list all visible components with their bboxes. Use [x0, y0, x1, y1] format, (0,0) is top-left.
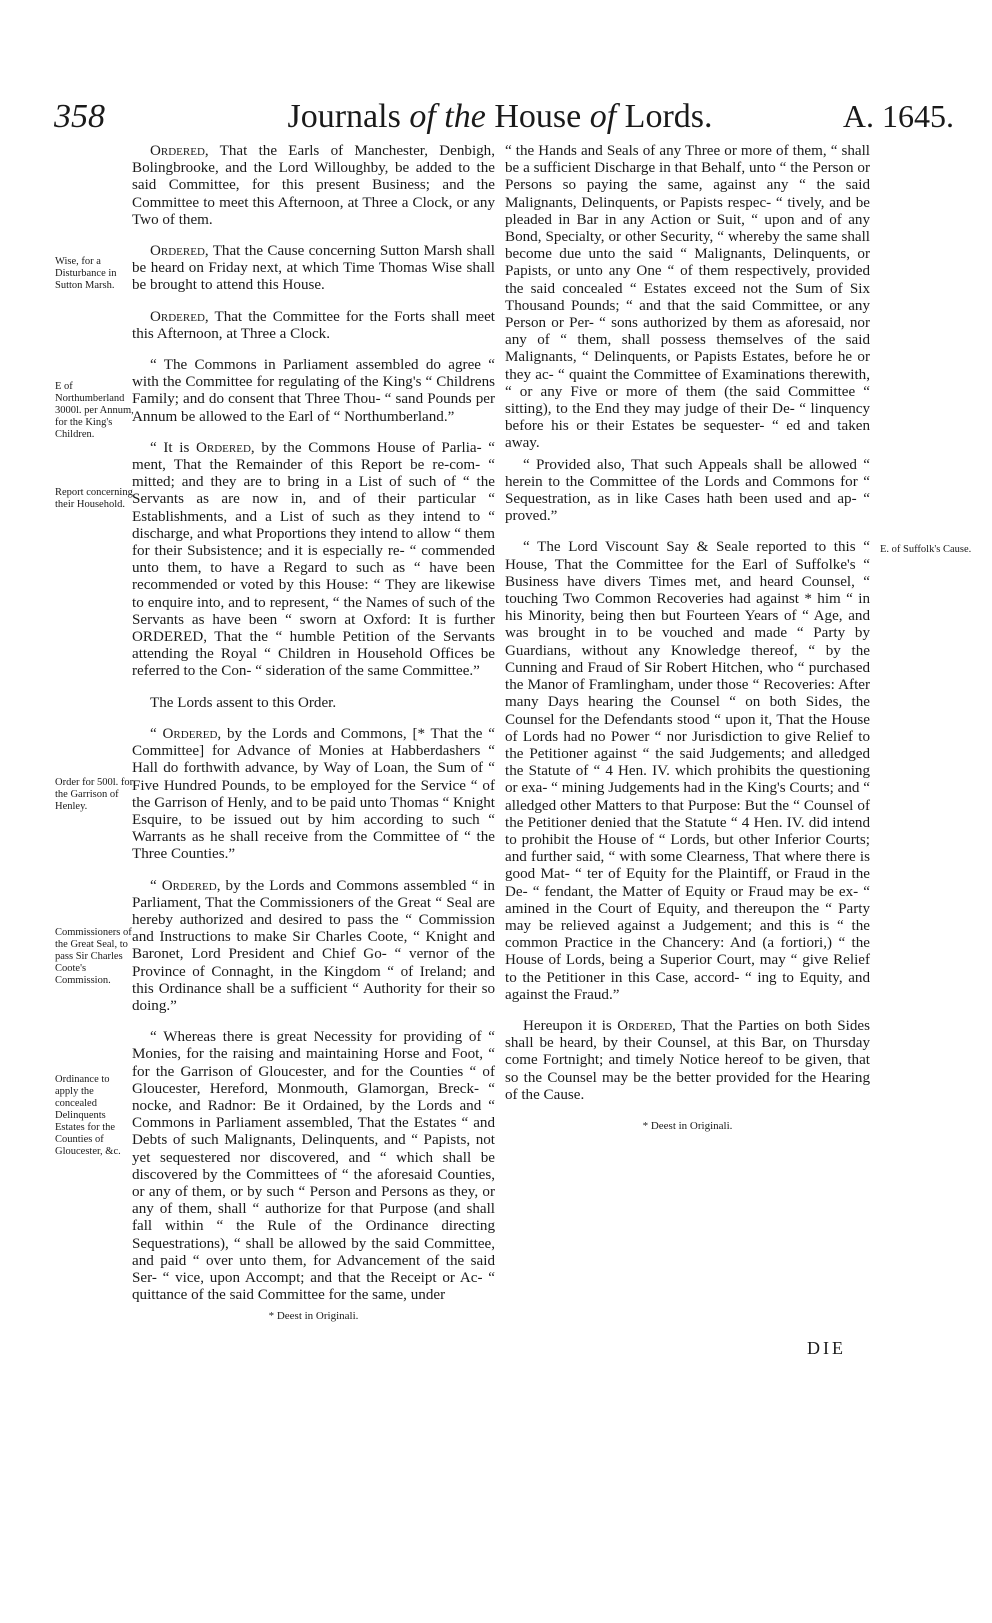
title-journals: Journals	[287, 98, 401, 135]
page-header	[40, 98, 960, 138]
title-of-1: of	[409, 98, 436, 135]
entry-coote-commission: “ Ordered, by the Lords and Commons assembled “ in Parliament, That the Commissioners of the Great “ Seal are hereby authorized and desired to pass the “ Commission and Instructions to make Sir Charles Coote, “ Knight and Baronet, Lord President and Chief Go- “ vernor of the Province of Connaght, in the Kingdom “ of Ireland; and this Ordinance shall be a sufficient “ Authority for their so doing.”	[132, 877, 495, 1014]
entry-ordinance-continued: “ the Hands and Seals of any Three or more of them, “ shall be a sufficient Discharge in that Behalf, unto “ the Person or Persons so paying the same, against any “ the said Malignants, Delinquents, or Papists respec- “ tively, and be pleaded in Bar in any Action or Suit, “ upon and of any Bond, Specialty, or other Security, “ whereby the same shall become due unto the said “ Malignants, Delinquents, or Papists, or unto any One “ of them respectively, provided the said concealed “ Estates exceed not the Sum of Six Thousand Pounds; “ and that the said Committee, or any Person or Per- “ sons authorized by them as aforesaid, nor any of “ them, shall possess themselves of the said Malignants, “ Delinquents, or Papists Estates, before he or they ac- “ quaint the Committee of Examinations therewith, “ or any Five or more of them (the said Committee “ sitting), to the End they may judge of their De- “ linquency before his or their Estates be sequester- “ ed and taken away.	[505, 143, 870, 452]
title-lords: Lords.	[624, 98, 713, 135]
page-number: 358	[54, 98, 105, 135]
margin-note-report: Report concerning their Household.	[55, 487, 133, 510]
page-year: A. 1645.	[842, 98, 954, 134]
entry-earls-committee: Ordered, That the Earls of Manchester, Denbigh, Bolingbrooke, and the Lord Willoughby, be added to the said Committee, for this present Business; and the Committee to meet this Afternoon, at Three a Clock, or any Two of them.	[132, 143, 495, 228]
title-of-2: of	[589, 98, 617, 135]
entry-household-report: “ It is Ordered, by the Commons House of Parlia- “ ment, That the Remainder of this Report be re-com- “ mitted; and they are to bring in a List of such of “ the Servants as are now in, and of their particular “ Establishments, and a List of such as they intend to “ discharge, and what Proportions they intend to allow “ them for their Subsistence; and it is especially re- “ commended unto them, to have a Regard to such as “ have been recommended or voted by this House: “ They are likewise to enquire into, and to represent, “ the Names of such of the Servants as have been “ sworn at Oxford: It is further ORDERED, That the “ humble Petition of the Servants attending the Royal “ Children in Household Offices be referred to the Con- “ sideration of the same Committee.”	[132, 439, 495, 680]
title-house: House	[494, 98, 582, 135]
running-title	[40, 98, 960, 136]
title-the: the	[444, 98, 486, 135]
entry-gloucester-ordinance: “ Whereas there is great Necessity for providing of “ Monies, for the raising and maintaining Horse and Foot, “ for the Garrison of Gloucester, and for the Counties “ of Gloucester, Hereford, Monmouth, Glamorgan, Breck- “ nocke, and Radnor: Be it Ordained, by the Lords and “ Commons in Parliament assembled, That the Estates “ and Debts of such Malignants, Delinquents, and “ Papists, not yet sequestered nor discovered, and “ which shall be discovered by the Committees of “ the aforesaid Counties, or any of them, or by such “ Person and Persons as they, or any of them, shall “ authorize for that Purpose (and shall fall within “ the Rule of the Ordinance directing Sequestrations), “ shall be allowed by the said Committee, and paid “ over unto them, for Advancement of the said Ser- “ vice, upon Accompt; and that the Receipt or Ac- “ quittance of the said Committee for the same, under	[132, 1029, 495, 1304]
entry-suffolk-order: Hereupon it is Ordered, That the Parties on both Sides shall be heard, by their Counsel, at this Bar, on Thursday come Fortnight; and timely Notice hereof to be given, that so the Counsel may be the better provided for the Hearing of the Cause.	[505, 1017, 870, 1103]
margin-note-coote: Commissioners of the Great Seal, to pass Sir Charles Coote's Commission.	[55, 927, 132, 986]
margin-note-suffolk: E. of Suffolk's Cause.	[880, 544, 972, 555]
right-column	[505, 143, 870, 1135]
entry-suffolk-report: “ The Lord Viscount Say & Seale reported to this “ House, That the Committee for the Earl of Suffolke's “ Business have divers Times met, and heard Counsel, “ touching Two Common Recoveries had against * him “ in his Minority, being then but Fourteen Years of “ Age, and was brought in to be vouched and made “ Party by Guardians, without any Knowledge thereof, “ by the Cunning and Fraud of Sir Robert Hitchen, who “ purchased the Manor of Framlingham, under those “ Recoveries: After many Days hearing the Counsel “ on both Sides, the Counsel for the Defendants stood “ upon it, That the House of Lords had no Power “ nor Jurisdiction to give Relief to the Petitioner against “ the said Judgements; and alledged the Statute of “ 4 Hen. IV. which prohibits the questioning or exa- “ mining Judgements had in the King's Courts; and “ alledged other Matters to that Purpose: But the “ Counsel of the Petitioner denied that the Statute “ 4 Hen. IV. did intend to prohibit the House of “ Lords, but other Inferior Courts; and further said, “ with some Clearness, That where there is good Mat- “ ter of Equity for the Plaintiff, or Fraud in the De- “ fendant, the Matter of Equity or Fraud may be ex- “ amined in the Court of Equity, and thereupon the “ Party may be relieved against a Judgement; and this is “ the common Practice in the Chancery: And (a fortiori,) “ the House of Lords, being a Superior Court, may “ give Relief to the Petitioner in this Case, accord- “ ing to Equity, and against the Fraud.”	[505, 539, 870, 1003]
entry-henley-garrison: “ Ordered, by the Lords and Commons, [* That the “ Committee] for Advance of Monies at Habberdashers “ Hall do forthwith advance, by Way of Loan, the Sum of “ Five Hundred Pounds, to be employed for the Service “ of the Garrison of Henly, and to be paid unto Thomas “ Knight Esquire, to be issued out by him according to such “ Warrants as he shall receive from the Committee of “ the Three Counties.”	[132, 725, 495, 863]
footnote-left: * Deest in Originali.	[268, 1310, 359, 1323]
catchword: DIE	[807, 1338, 846, 1358]
entry-northumberland: “ The Commons in Parliament assembled do agree “ with the Committee for regulating of the King's “ Childrens Family; and do consent that Three Thou- “ sand Pounds per Annum be allowed to the Earl of “ Northumberland.”	[132, 357, 495, 425]
margin-note-northumberland: E of Northumberland 3000l. per Annum, for the King's Children.	[55, 381, 134, 440]
entry-lords-assent: The Lords assent to this Order.	[150, 694, 337, 711]
entry-sutton-marsh: Ordered, That the Cause concerning Sutton Marsh shall be heard on Friday next, at which Time Thomas Wise shall be brought to attend this House.	[132, 243, 495, 294]
entry-appeals-proviso: “ Provided also, That such Appeals shall be allowed “ herein to the Committee of the Lords and Commons for “ Sequestration, as in like Cases hath been used and ap- “ proved.”	[505, 456, 870, 525]
footnote-right: * Deest in Originali.	[642, 1119, 733, 1132]
margin-note-ordinance: Ordinance to apply the concealed Delinquents Estates for the Counties of Gloucester, &c.	[55, 1074, 121, 1157]
margin-note-henley: Order for 500l. for the Garrison of Henley.	[55, 777, 134, 812]
left-column	[132, 143, 495, 1326]
entry-forts-committee: Ordered, That the Committee for the Forts shall meet this Afternoon, at Three a Clock.	[132, 308, 495, 342]
margin-note-wise: Wise, for a Disturbance in Sutton Marsh.	[55, 256, 117, 291]
